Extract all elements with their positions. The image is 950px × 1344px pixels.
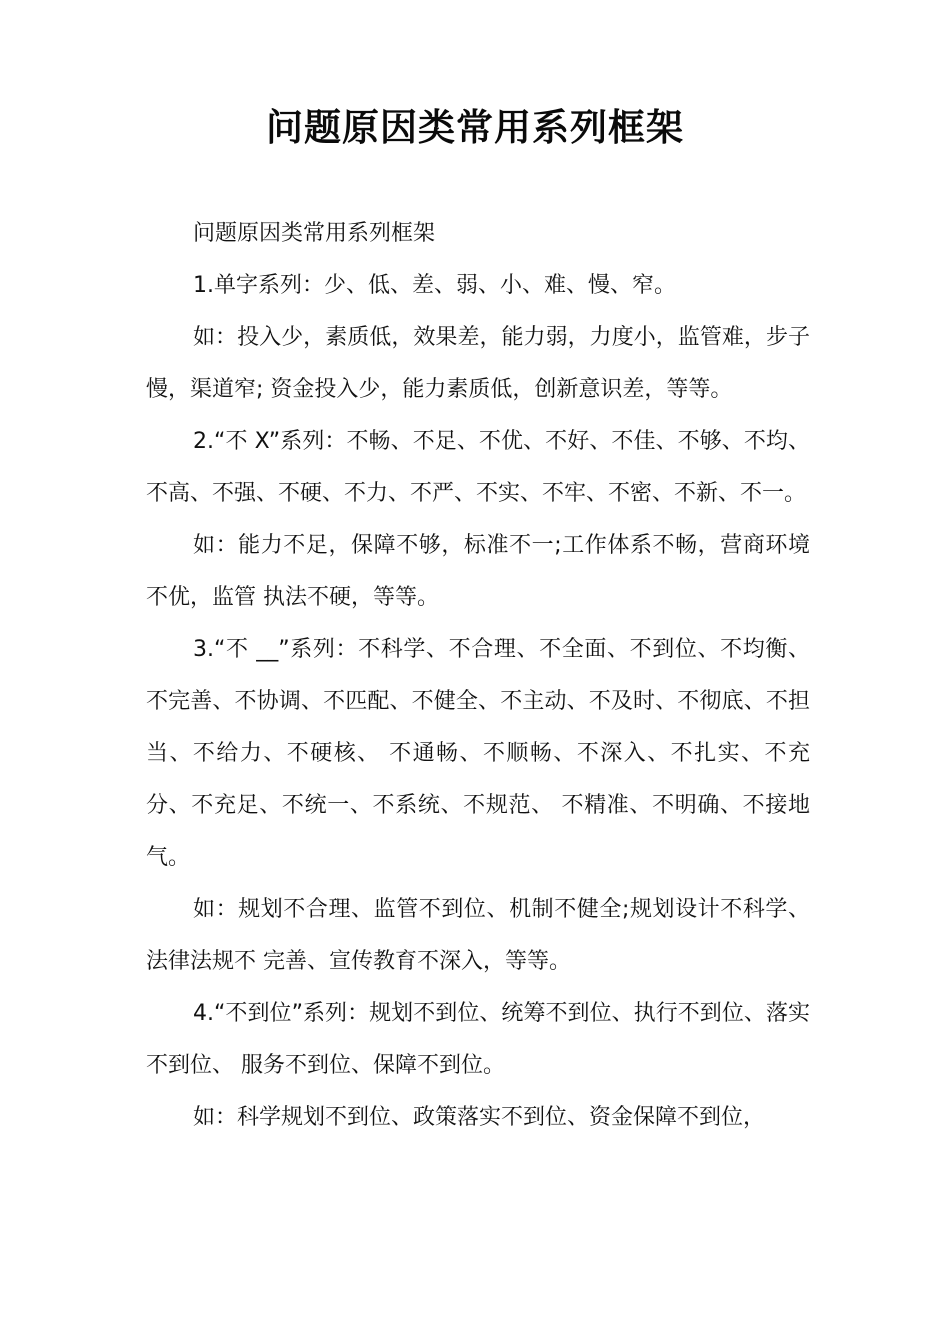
document-body — [146, 208, 810, 1144]
paragraph-single-char-example: 如：投入少，素质低，效果差，能力弱，力度小，监管难，步子慢，渠道窄; 资金投入少，能力素质低，创新意识差，等等。 — [146, 325, 810, 402]
paragraph-heading: 问题原因类常用系列框架 — [193, 221, 436, 246]
paragraph-bu-x-example: 如：能力不足，保障不够，标准不一;工作体系不畅，营商环境不优，监管 执法不硬，等等。 — [146, 533, 810, 610]
paragraph-budaowei-series: 4.“不到位”系列：规划不到位、统筹不到位、执行不到位、落实不到位、 服务不到位、保障不到位。 — [146, 1001, 810, 1078]
paragraph-bu-blank-series: 3.“不 __”系列：不科学、不合理、不全面、不到位、不均衡、不完善、不协调、不匹配、不健全、不主动、不及时、不彻底、不担当、不给力、不硬核、 不通畅、不顺畅、不深入、不扎实、不充分、不充足、不统一、不系统、不规范、 不精准、不明确、不接地气。 — [146, 637, 810, 870]
paragraph-bu-blank-example: 如：规划不合理、监管不到位、机制不健全;规划设计不科学、法律法规不 完善、宣传教育不深入，等等。 — [146, 897, 810, 974]
paragraph-single-char-series: 1.单字系列：少、低、差、弱、小、难、慢、窄。 — [193, 273, 676, 298]
paragraph-bu-x-series: 2.“不 X”系列：不畅、不足、不优、不好、不佳、不够、不均、不高、不强、不硬、不力、不严、不实、不牢、不密、不新、不一。 — [146, 429, 810, 506]
paragraph-budaowei-example: 如：科学规划不到位、政策落实不到位、资金保障不到位， — [193, 1105, 766, 1130]
document-title: 问题原因类常用系列框架 — [266, 106, 684, 149]
